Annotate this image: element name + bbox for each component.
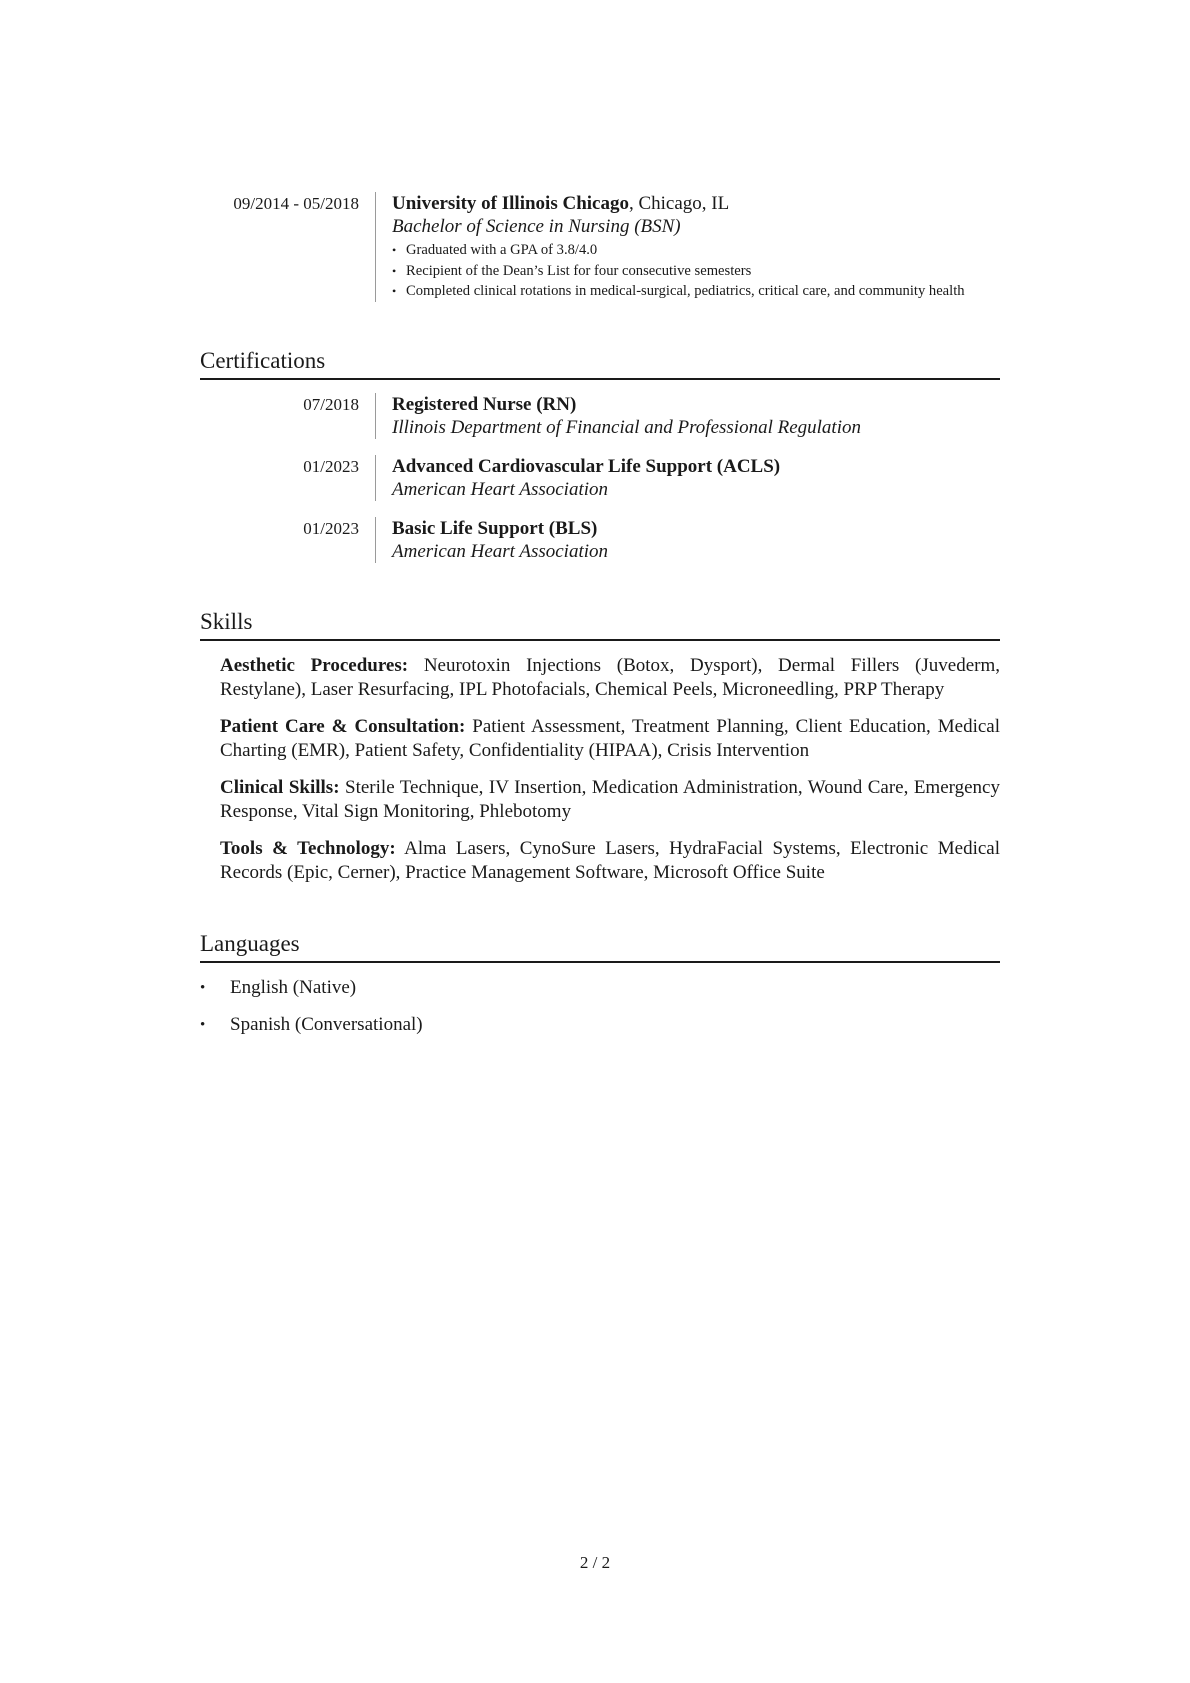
certification-body xyxy=(375,517,1000,563)
education-bullet: • Recipient of the Dean’s List for four consecutive semesters xyxy=(392,261,1000,282)
certification-date: 01/2023 xyxy=(303,518,359,538)
education-location: , Chicago, IL xyxy=(628,193,730,214)
certification-body xyxy=(375,393,1000,439)
certification-title: Registered Nurse (RN) xyxy=(392,393,577,415)
skill-label: Aesthetic Procedures: xyxy=(220,654,409,676)
resume-page xyxy=(200,192,1000,1050)
page-number: 2 / 2 xyxy=(579,1553,611,1572)
certifications-list xyxy=(200,393,1000,563)
skill-item xyxy=(220,776,1000,824)
education-bullet: • Graduated with a GPA of 3.8/4.0 xyxy=(392,240,1000,261)
language-item: • English (Native) xyxy=(200,976,1000,1000)
certification-entry xyxy=(200,455,1000,501)
education-title xyxy=(392,192,1000,215)
language-item: • Spanish (Conversational) xyxy=(200,1013,1000,1037)
languages-list xyxy=(200,976,1000,1037)
certification-body xyxy=(375,455,1000,501)
skills-list xyxy=(200,654,1000,885)
education-degree: Bachelor of Science in Nursing (BSN) xyxy=(392,216,681,237)
skill-item xyxy=(220,837,1000,885)
education-institution: University of Illinois Chicago xyxy=(392,193,629,214)
certification-date: 07/2018 xyxy=(303,394,359,414)
skills-section xyxy=(200,607,1000,885)
education-date: 09/2014 - 05/2018 xyxy=(233,194,359,213)
certification-title: Advanced Cardiovascular Life Support (ACLS) xyxy=(392,455,781,477)
certification-date: 01/2023 xyxy=(303,456,359,476)
certification-entry xyxy=(200,517,1000,563)
languages-section xyxy=(200,929,1000,1037)
skill-label: Clinical Skills: xyxy=(220,776,340,798)
education-bullet: • Completed clinical rotations in medical-surgical, pediatrics, critical care, and community health xyxy=(392,281,1000,302)
skills-heading: Skills xyxy=(200,607,1000,641)
skill-text: Neurotoxin Injections (Botox, Dysport), Dermal Fillers (Juvederm, Restylane), Laser Resurfacing, IPL Photofacials, Chemical Peels, Microneedling, PRP Therapy xyxy=(220,654,1000,700)
skill-text: Alma Lasers, CynoSure Lasers, HydraFacial Systems, Electronic Medical Records (Epic, Cerner), Practice Management Software, Microsoft Office Suite xyxy=(220,837,1000,883)
certification-issuer: American Heart Association xyxy=(392,478,609,500)
skill-label: Patient Care & Consultation: xyxy=(220,715,466,737)
certification-issuer: American Heart Association xyxy=(392,540,609,562)
skill-text: Sterile Technique, IV Insertion, Medication Administration, Wound Care, Emergency Response, Vital Sign Monitoring, Phlebotomy xyxy=(220,776,1000,822)
skill-item xyxy=(220,715,1000,763)
certification-entry xyxy=(200,393,1000,439)
education-body xyxy=(375,192,1000,302)
certifications-heading: Certifications xyxy=(200,346,1000,380)
skill-label: Tools & Technology: xyxy=(220,837,396,859)
skill-item xyxy=(220,654,1000,702)
certification-issuer: Illinois Department of Financial and Professional Regulation xyxy=(392,416,861,438)
skill-text: Patient Assessment, Treatment Planning, Client Education, Medical Charting (EMR), Patient Safety, Confidentiality (HIPAA), Crisis Intervention xyxy=(220,715,1001,761)
certifications-section xyxy=(200,346,1000,563)
certification-title: Basic Life Support (BLS) xyxy=(392,517,598,539)
education-bullets xyxy=(392,240,1000,302)
education-entry xyxy=(200,192,1000,302)
languages-heading: Languages xyxy=(200,929,1000,963)
